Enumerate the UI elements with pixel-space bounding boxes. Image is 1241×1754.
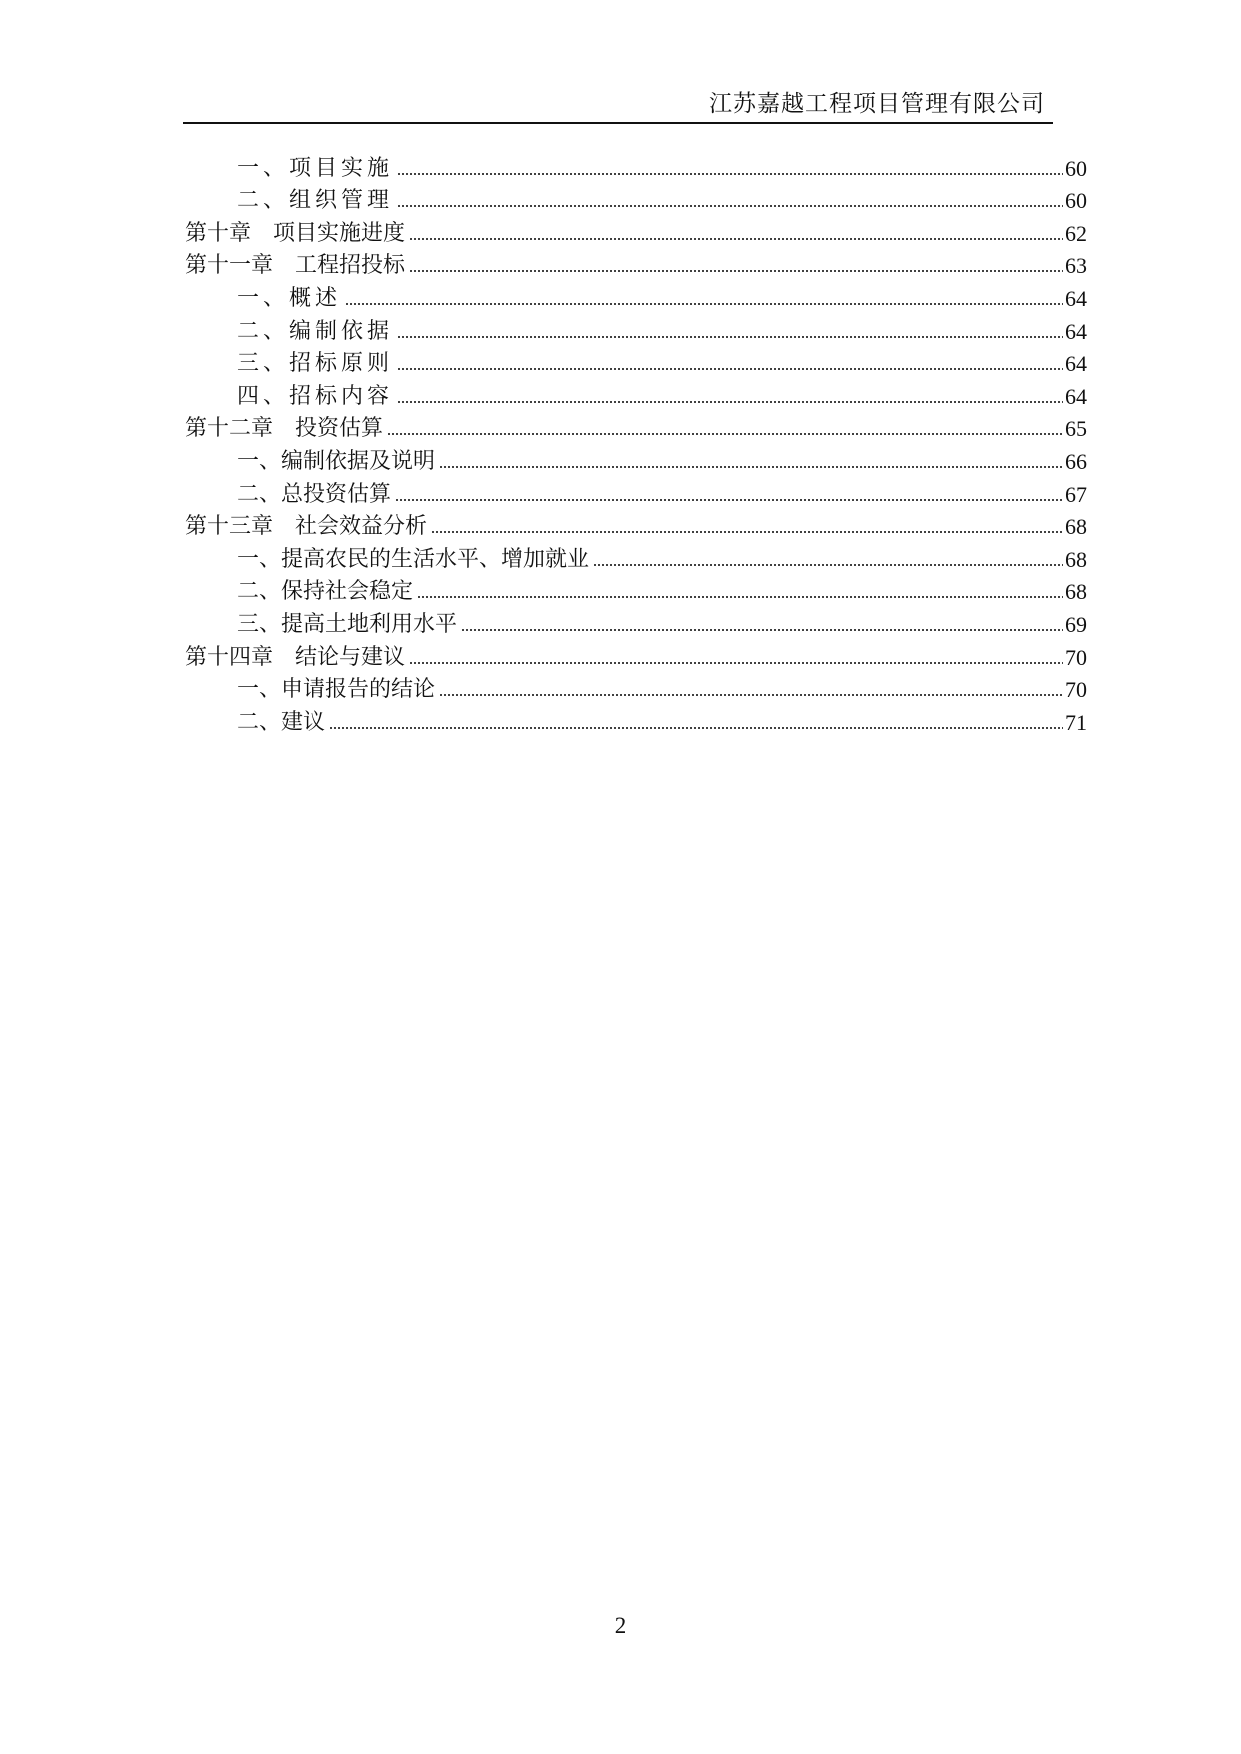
toc-entry-page-number: 64 — [1065, 383, 1087, 409]
toc-entry-label: 一、编制依据及说明 — [237, 448, 436, 474]
toc-entry-label: 三、招标原则 — [237, 351, 394, 377]
toc-section-entry[interactable] — [185, 183, 1087, 216]
toc-entry-label: 二、组织管理 — [237, 188, 394, 214]
toc-entry-label: 一、项目实施 — [237, 155, 394, 181]
toc-entry-page-number: 62 — [1065, 220, 1087, 246]
toc-section-entry[interactable] — [185, 150, 1087, 183]
toc-entry-page-number: 63 — [1065, 253, 1087, 279]
toc-section-entry[interactable] — [185, 280, 1087, 313]
toc-chapter-entry[interactable] — [185, 509, 1087, 542]
company-name: 江苏嘉越工程项目管理有限公司 — [709, 91, 1045, 117]
toc-entry-label: 二、总投资估算 — [237, 481, 392, 507]
page-number: 2 — [614, 1613, 627, 1638]
toc-section-entry[interactable] — [185, 313, 1087, 346]
toc-dot-leader — [395, 497, 1063, 503]
toc-entry-page-number: 68 — [1065, 546, 1087, 572]
toc-section-entry[interactable] — [185, 704, 1087, 737]
toc-section-entry[interactable] — [185, 672, 1087, 705]
toc-dot-leader — [397, 203, 1063, 209]
toc-entry-label: 一、提高农民的生活水平、增加就业 — [237, 546, 590, 572]
toc-dot-leader — [431, 529, 1063, 535]
toc-section-entry[interactable] — [185, 574, 1087, 607]
toc-entry-page-number: 67 — [1065, 481, 1087, 507]
toc-entry-page-number: 70 — [1065, 677, 1087, 703]
toc-section-entry[interactable] — [185, 346, 1087, 379]
toc-section-entry[interactable] — [185, 443, 1087, 476]
toc-entry-label: 一、申请报告的结论 — [237, 677, 436, 703]
toc-entry-label: 二、建议 — [237, 709, 326, 735]
table-of-contents — [185, 150, 1087, 737]
toc-entry-label: 二、编制依据 — [237, 318, 394, 344]
toc-chapter-entry[interactable] — [185, 639, 1087, 672]
toc-entry-label: 第十一章 工程招投标 — [185, 253, 406, 279]
toc-entry-page-number: 60 — [1065, 188, 1087, 214]
toc-chapter-entry[interactable] — [185, 215, 1087, 248]
toc-dot-leader — [397, 399, 1063, 405]
toc-entry-page-number: 66 — [1065, 448, 1087, 474]
toc-section-entry[interactable] — [185, 606, 1087, 639]
toc-entry-label: 二、保持社会稳定 — [237, 579, 414, 605]
toc-entry-page-number: 69 — [1065, 611, 1087, 637]
toc-chapter-entry[interactable] — [185, 411, 1087, 444]
toc-section-entry[interactable] — [185, 541, 1087, 574]
toc-entry-page-number: 64 — [1065, 351, 1087, 377]
toc-entry-page-number: 60 — [1065, 155, 1087, 181]
toc-dot-leader — [439, 692, 1063, 698]
toc-entry-label: 第十四章 结论与建议 — [185, 644, 406, 670]
toc-dot-leader — [417, 594, 1063, 600]
toc-dot-leader — [387, 431, 1063, 437]
toc-entry-page-number: 70 — [1065, 644, 1087, 670]
toc-dot-leader — [593, 562, 1063, 568]
toc-dot-leader — [461, 627, 1063, 633]
toc-dot-leader — [329, 725, 1063, 731]
toc-entry-page-number: 68 — [1065, 514, 1087, 540]
toc-dot-leader — [439, 464, 1063, 470]
toc-entry-page-number: 65 — [1065, 416, 1087, 442]
toc-dot-leader — [397, 334, 1063, 340]
page-header — [183, 86, 1053, 124]
toc-dot-leader — [409, 236, 1063, 242]
toc-dot-leader — [345, 301, 1063, 307]
toc-dot-leader — [397, 366, 1063, 372]
toc-dot-leader — [397, 171, 1063, 177]
toc-dot-leader — [409, 268, 1063, 274]
toc-entry-label: 三、提高土地利用水平 — [237, 611, 458, 637]
toc-entry-page-number: 64 — [1065, 318, 1087, 344]
toc-entry-label: 第十章 项目实施进度 — [185, 220, 406, 246]
toc-entry-label: 一、概述 — [237, 285, 342, 311]
toc-section-entry[interactable] — [185, 476, 1087, 509]
toc-entry-page-number: 71 — [1065, 709, 1087, 735]
toc-entry-page-number: 68 — [1065, 579, 1087, 605]
toc-entry-label: 四、招标内容 — [237, 383, 394, 409]
toc-section-entry[interactable] — [185, 378, 1087, 411]
toc-chapter-entry[interactable] — [185, 248, 1087, 281]
toc-entry-page-number: 64 — [1065, 285, 1087, 311]
toc-dot-leader — [409, 660, 1063, 666]
toc-entry-label: 第十三章 社会效益分析 — [185, 514, 428, 540]
toc-entry-label: 第十二章 投资估算 — [185, 416, 384, 442]
